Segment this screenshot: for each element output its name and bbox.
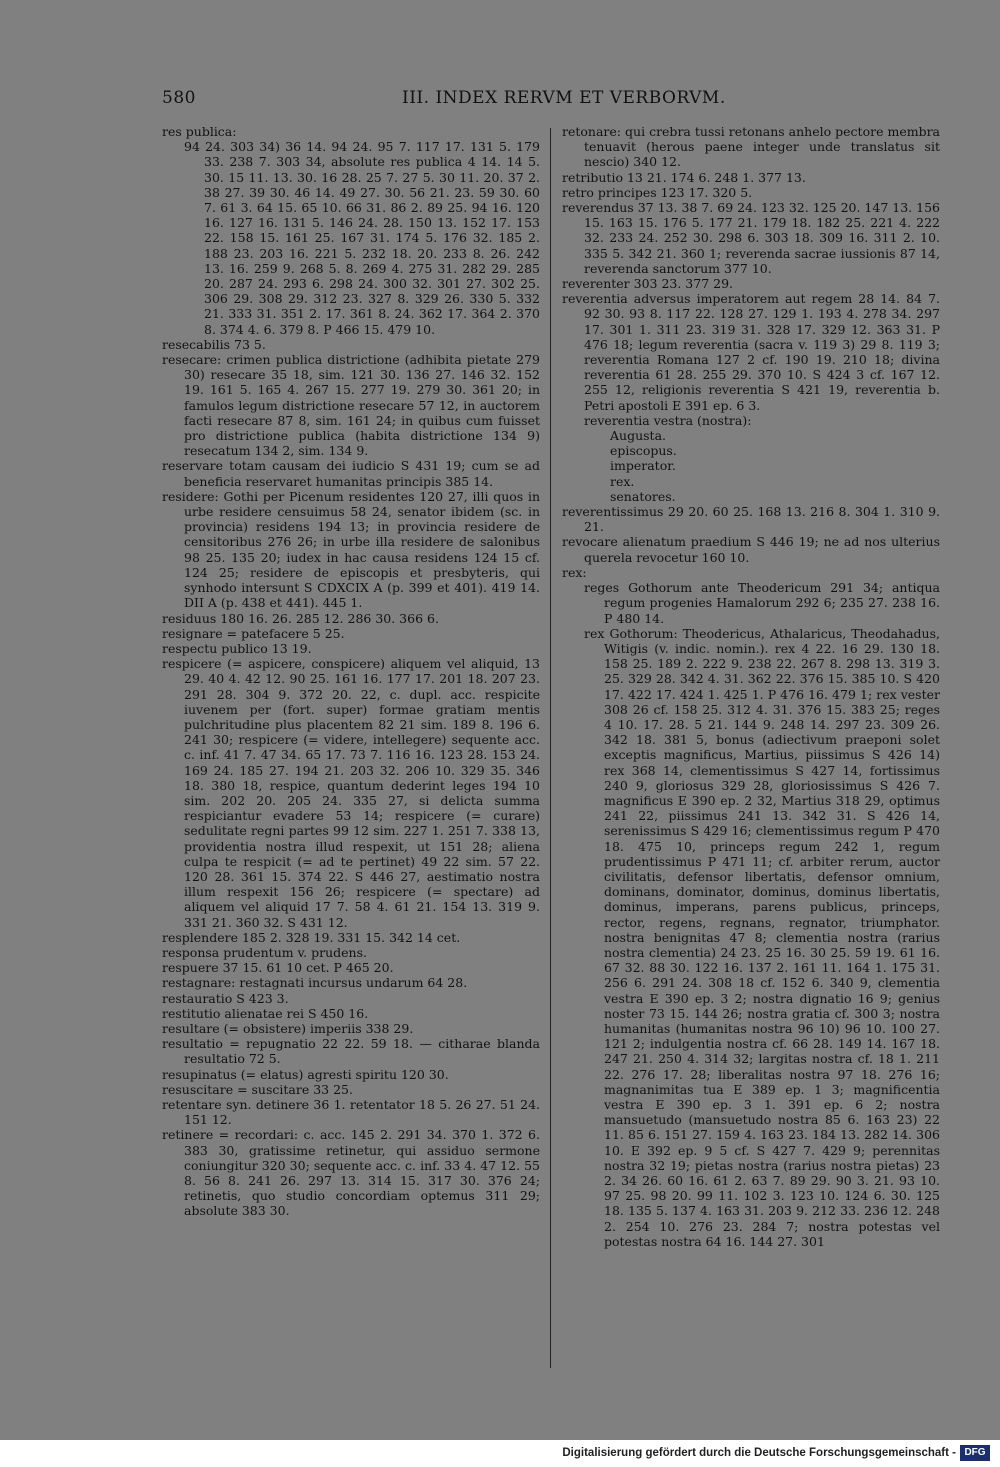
page-number: 580 — [162, 88, 196, 108]
index-entry: resecabilis 73 5. — [162, 336, 266, 352]
index-sub: 94 24. 303 34) 36 14. 94 24. 95 7. 117 17. 131 5. 179 33. 238 7. 303 34, absolute res publica 4 14. 14 5. 30. 15 11. 13. 30. 16 28. 25 7. 27 5. 30 11. 20. 37 2. 38 27. 39 30. 46 14. 49 27. 30. 56 21. 23. 59 30. 60 7. 61 3. 64 15. 65 10. 66 31. 86 2. 89 25. 94 16. 120 16. 127 16. 131 5. 146 24. 28. 150 13. 152 17. 153 22. 158 15. 161 25. 167 31. 174 5. 176 32. 185 2. 188 23. 203 16. 221 5. 232 18. 20. 233 8. 26. 242 13. 16. 259 9. 268 5. 8. 269 4. 275 31. 282 29. 285 20. 287 24. 293 6. 298 24. 300 32. 301 27. 302 25. 306 29. 308 29. 312 23. 327 8. 329 26. 330 5. 332 21. 333 31. 351 2. 17. 361 8. 24. 362 17. 364 2. 370 8. 374 4. 6. 379 8. P 466 15. 479 10. — [184, 139, 540, 337]
index-entry: respuere 37 15. 61 10 cet. P 465 20. — [162, 960, 394, 976]
index-subsub: Augusta. — [610, 428, 666, 444]
index-entry: revocare alienatum praedium S 446 19; ne ad nos ulterius querela revocetur 160 10. — [562, 534, 940, 565]
column-divider — [550, 128, 551, 1368]
index-entry: restauratio S 423 3. — [162, 990, 289, 1006]
index-entry: respicere (= aspicere, conspicere) aliquem vel aliquid, 13 29. 40 4. 42 12. 90 25. 161 16. 177 17. 201 18. 207 23. 291 28. 304 9. 372 20. 22, c. dupl. acc. respicite iuvenem per (fort. super) formae gratiam mentis pulchritudine plus placentem 82 21 sim. 189 8. 196 6. 241 30; respicere (= videre, intellegere) sequente acc. c. inf. 41 7. 47 34. 65 17. 73 7. 116 16. 123 28. 153 24. 169 24. 185 27. 194 21. 203 32. 206 10. 329 35. 346 18. 380 18, respice, quantum dederint leges 194 10 sim. 202 20. 205 24. 335 27, si delicta summa respiciantur evadere 53 14; respicere (= curare) sedulitate regni partes 99 12 sim. 227 1. 251 7. 338 13, providentia nostra illud respexit, ut 151 28; aliena culpa te respicit (= ad te pertinet) 49 22 sim. 57 22. 120 28. 361 15. 374 22. S 446 27, aestimatio nostra illum respexit 156 26; respicere (= spectare) ad aliquem vel aliquid 17 7. 58 4. 61 21. 154 13. 319 9. 331 21. 360 32. S 431 12. — [162, 656, 540, 930]
index-entry: rex: — [562, 564, 587, 580]
index-sub: rex Gothorum: Theodericus, Athalaricus, Theodahadus, Witigis (v. indic. nomin.). rex 4 22. 16 29. 130 18. 158 25. 189 2. 222 9. 238 22. 267 8. 298 13. 319 3. 25. 329 28. 342 4. 31. 362 22. 376 15. 385 10. S 420 17. 422 17. 424 1. 425 1. P 476 16. 479 1; rex vester 308 26 cf. 158 25. 312 4. 31. 376 15. 383 25; reges 4 10. 17. 28. 5 21. 144 9. 248 14. 297 23. 309 26. 342 18. 381 5, bonus (adiectivum praeponi solet exceptis magnificus, Martius, piissimus S 426 14) rex 368 14, clementissimus S 427 14, fortissimus 240 9, gloriosus 329 28, gloriosissimus S 426 7. magnificus E 390 ep. 2 32, Martius 318 29, optimus 241 22, piissimus 241 13. 342 31. S 426 14, serenissimus S 429 16; clementissimus regum P 470 18. 475 10, princeps regum 242 1, regum prudentissimus P 471 11; cf. arbiter rerum, auctor civilitatis, defensor libertatis, defensor omnium, dominans, dominator, dominus, dominus libertatis, dominus, imperans, parens publicus, princeps, rector, regens, regnans, regnator, triumphator. nostra benignitas 47 8; clementia nostra (rarius nostra clementia) 24 23. 25 16. 30 25. 59 19. 61 16. 67 32. 88 30. 122 16. 137 2. 161 11. 164 1. 175 31. 256 6. 291 24. 308 18 cf. 152 6. 340 9, clementia vestra E 390 ep. 3 2; nostra dignatio 16 9; genius noster 73 15. 144 26; nostra gratia cf. 300 3; nostra humanitas (humanitas nostra 96 10) 96 10. 100 27. 121 2; indulgentia nostra cf. 66 28. 149 14. 167 18. 247 21. 250 4. 314 32; largitas nostra cf. 18 1. 211 22. 276 17. 28; liberalitas nostra 97 18. 276 16; magnanimitas tua E 389 ep. 1 3; magnificentia vestra E 390 ep. 3 1. 391 ep. 6 2; nostra mansuetudo (mansuetudo nostra 85 6. 163 23) 22 11. 85 6. 151 27. 159 4. 163 23. 184 13. 282 14. 306 10. E 392 ep. 9 5 cf. S 427 7. 429 9; perennitas nostra 32 19; pietas nostra (rarius nostra pietas) 23 2. 34 26. 60 16. 61 2. 63 7. 89 29. 90 3. 21. 93 10. 97 25. 98 20. 99 11. 102 3. 123 10. 124 6. 30. 125 18. 135 5. 137 4. 163 31. 203 9. 212 33. 236 12. 248 2. 254 10. 276 23. 284 7; nostra potestas vel potestas nostra 64 16. 144 27. 301 — [584, 625, 940, 1249]
index-entry: reverenter 303 23. 377 29. — [562, 276, 734, 292]
running-title: III. INDEX RERVM ET VERBORVM. — [402, 88, 726, 108]
index-entry: resultare (= obsistere) imperiis 338 29. — [162, 1020, 414, 1036]
dfg-logo: DFG — [960, 1445, 990, 1461]
right-column — [562, 124, 940, 1249]
page-header — [162, 88, 925, 110]
index-entry: retributio 13 21. 174 6. 248 1. 377 13. — [562, 169, 806, 185]
index-sub: reges Gothorum ante Theodericum 291 34; antiqua regum progenies Hamalorum 292 6; 235 27. 238 16. P 480 14. — [584, 580, 940, 626]
index-entry: reverendus 37 13. 38 7. 69 24. 123 32. 125 20. 147 13. 156 15. 163 15. 176 5. 177 21. 179 18. 182 25. 221 4. 222 32. 233 24. 252 30. 298 6. 303 18. 309 16. 311 2. 10. 335 5. 342 21. 360 1; reverenda sacrae iussionis 87 14, reverenda sanctorum 377 10. — [562, 200, 940, 276]
index-entry: reverentia adversus imperatorem aut regem 28 14. 84 7. 92 30. 93 8. 117 22. 128 27. 129 1. 193 4. 278 34. 297 17. 301 1. 311 23. 319 31. 328 17. 329 12. 363 31. P 476 18; legum reverentia (sacra v. 119 3) 29 8. 119 3; reverentia Romana 127 2 cf. 190 19. 210 18; divina reverentia 61 28. 255 29. 370 10. S 424 3 cf. 167 12. 255 12, religionis reverentia S 421 19, reverentia b. Petri apostoli E 391 ep. 6 3. — [562, 291, 940, 413]
index-entry: resupinatus (= elatus) agresti spiritu 120 30. — [162, 1066, 449, 1082]
index-subsub: episcopus. — [610, 443, 677, 459]
index-entry: res publica: — [162, 124, 237, 139]
index-entry: reverentissimus 29 20. 60 25. 168 13. 216 8. 304 1. 310 9. 21. — [562, 504, 940, 535]
index-entry: resignare = patefacere 5 25. — [162, 625, 345, 641]
index-subsub: rex. — [610, 473, 635, 489]
index-entry: resuscitare = suscitare 33 25. — [162, 1081, 353, 1097]
index-entry: retro principes 123 17. 320 5. — [562, 184, 753, 200]
index-entry: restitutio alienatae rei S 450 16. — [162, 1005, 369, 1021]
index-entry: respectu publico 13 19. — [162, 640, 312, 656]
index-subsub: senatores. — [610, 488, 676, 504]
index-entry: resecare: crimen publica districtione (adhibita pietate 279 30) resecare 35 18, sim. 121 30. 136 27. 146 32. 152 19. 161 5. 165 4. 267 15. 277 19. 279 30. 361 20; in famulos legum districtione resecare 57 12, in auctorem facti resecare 87 8, sim. 161 24; in quibus cum fuisset pro districtione publica (habita districtione 134 9) resecatum 134 2, sim. 134 9. — [162, 352, 540, 459]
footer-bar — [0, 1440, 1000, 1467]
index-subsub: imperator. — [610, 458, 676, 474]
index-entry: responsa prudentum v. prudens. — [162, 944, 367, 960]
index-entry: reservare totam causam dei iudicio S 431 19; cum se ad beneficia reservaret humanitas principis 385 14. — [162, 458, 540, 489]
index-entry: resplendere 185 2. 328 19. 331 15. 342 14 cet. — [162, 929, 461, 945]
index-entry: restagnare: restagnati incursus undarum 64 28. — [162, 975, 468, 991]
left-column — [162, 124, 540, 1219]
index-entry: resultatio = repugnatio 22 22. 59 18. — citharae blanda resultatio 72 5. — [162, 1036, 540, 1067]
index-entry: residuus 180 16. 26. 285 12. 286 30. 366 6. — [162, 610, 439, 626]
index-sub: reverentia vestra (nostra): — [584, 412, 752, 428]
index-entry: retinere = recordari: c. acc. 145 2. 291 34. 370 1. 372 6. 383 30, gratissime retinetur, qui assiduo sermone coniungitur 320 30; sequente acc. c. inf. 33 4. 47 12. 55 8. 56 8. 241 26. 297 13. 314 15. 317 30. 376 24; retinetis, quo studio concordiam optemus 311 29; absolute 383 30. — [162, 1127, 540, 1219]
index-entry: residere: Gothi per Picenum residentes 120 27, illi quos in urbe residere censuimus 58 24, senator ibidem (sc. in provincia) residens 194 13; in provincia residere de censitoribus 276 26; in urbe illa residere de salonibus 98 25. 135 20; iudex in hac causa residens 124 15 cf. 124 25; residere de episcopis et presbyteris, qui synhodo intersunt S CDXCIX A (p. 399 et 401). 419 14. DII A (p. 438 et 441). 445 1. — [162, 488, 540, 611]
funding-note: Digitalisierung gefördert durch die Deutsche Forschungsgemeinschaft - — [562, 1447, 956, 1459]
index-entry: retonare: qui crebra tussi retonans anhelo pectore membra tenuavit (herous paene integer unde translatus sit nescio) 340 12. — [562, 124, 940, 170]
index-entry: retentare syn. detinere 36 1. retentator 18 5. 26 27. 51 24. 151 12. — [162, 1097, 540, 1128]
